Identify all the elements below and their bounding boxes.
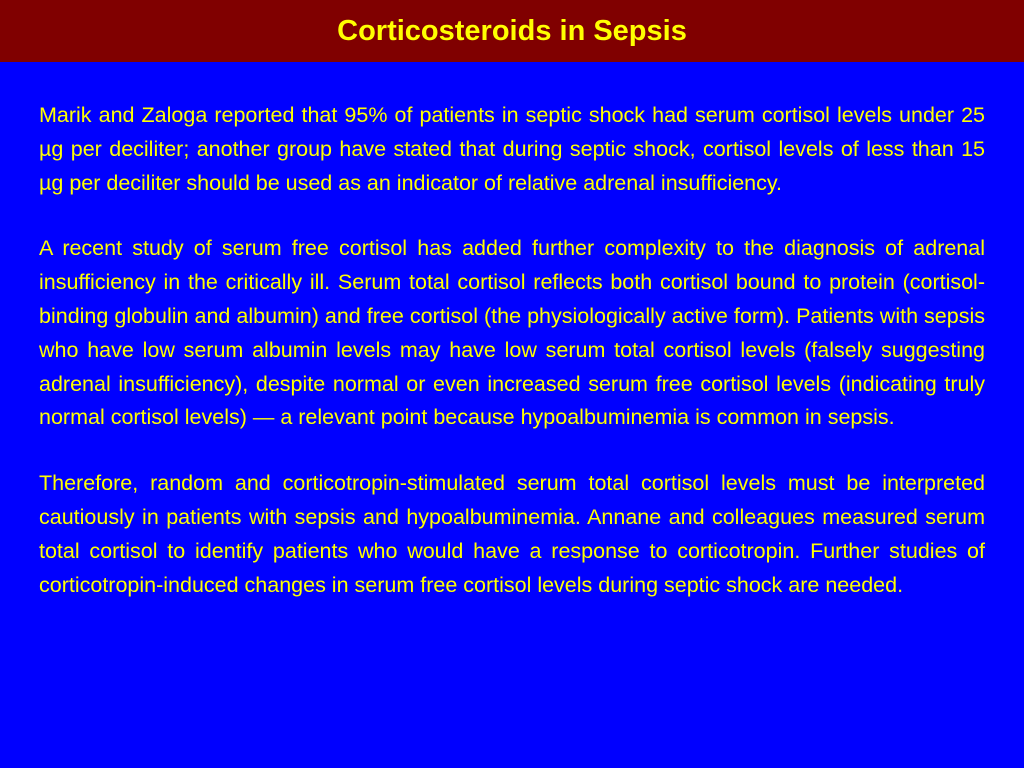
paragraph-3: Therefore, random and corticotropin-stimulated serum total cortisol levels must be interpreted cautiously in patients with sepsis and hypoalbuminemia. Annane and colleagues measured serum total cortisol to identify patients who would have a response to corticotropin. Further studies of corticotropin-induced changes in serum free cortisol levels during septic shock are needed. [39, 471, 985, 597]
slide-body [39, 99, 985, 634]
slide-title: Corticosteroids in Sepsis [337, 14, 687, 47]
paragraph-1: Marik and Zaloga reported that 95% of patients in septic shock had serum cortisol levels under 25 µg per deciliter; another group have stated that during septic shock, cortisol levels of less than 15 µg per deciliter should be used as an indicator of relative adrenal insufficiency. [39, 103, 985, 195]
paragraph-2: A recent study of serum free cortisol has added further complexity to the diagnosis of adrenal insufficiency in the critically ill. Serum total cortisol reflects both cortisol bound to protein (cortisol-binding globulin and albumin) and free cortisol (the physiologically active form). Patients with sepsis who have low serum albumin levels may have low serum total cortisol levels (falsely suggesting adrenal insufficiency), despite normal or even increased serum free cortisol levels (indicating truly normal cortisol levels) — a relevant point because hypoalbuminemia is common in sepsis. [39, 236, 985, 430]
title-bar [0, 0, 1024, 62]
